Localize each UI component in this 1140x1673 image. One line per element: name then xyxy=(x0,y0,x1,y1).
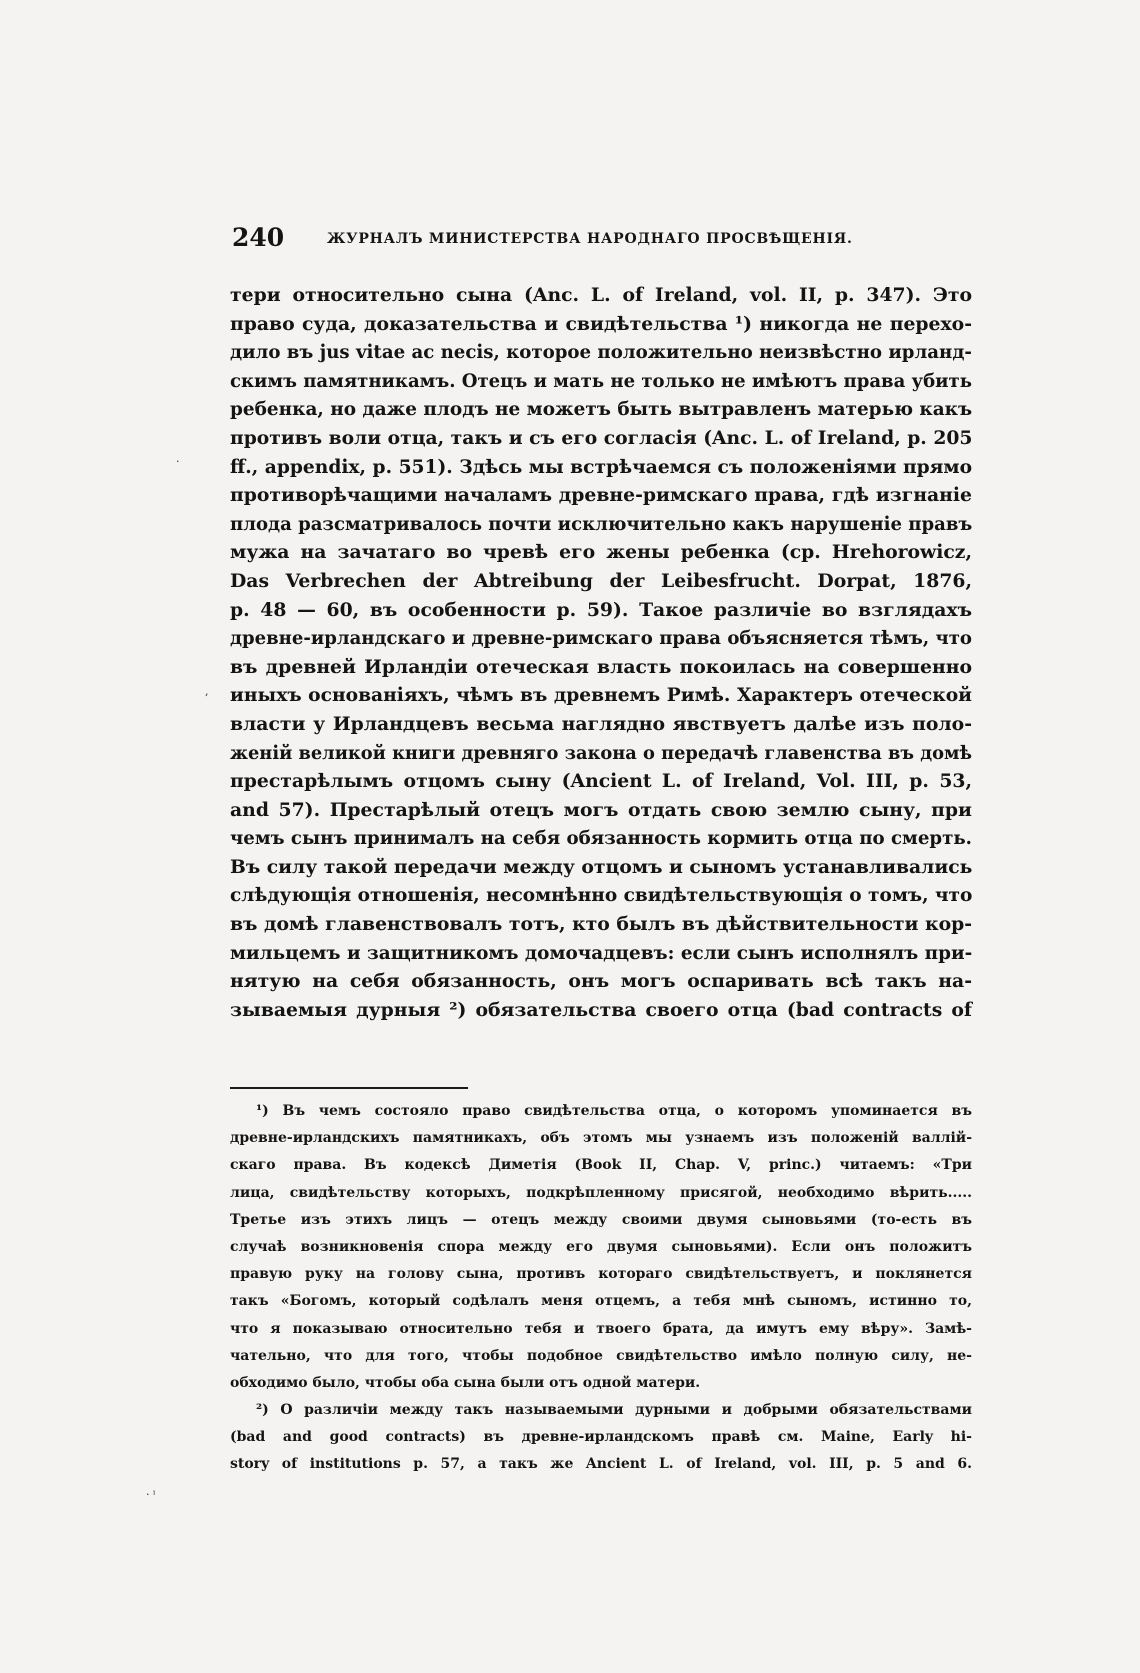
text-line: and 57). Престарѣлый отецъ могъ отдать свою землю сыну, при xyxy=(230,798,972,821)
text-line: p. 48 — 60, въ особенности p. 59). Такое различіе во взглядахъ xyxy=(230,598,972,621)
text-line: Въ силу такой передачи между отцомъ и сыномъ устанавливались xyxy=(230,855,973,878)
text-line: скимъ памятникамъ. Отецъ и мать не только не имѣютъ права убить xyxy=(230,369,972,392)
text-line: женій великой книги древняго закона о передачѣ главенства въ домѣ xyxy=(230,741,972,764)
footnote-line: story of institutions p. 57, а такъ же Ancient L. of Ireland, vol. III, p. 5 and 6. xyxy=(230,1456,972,1473)
text-line: ff., appendix, p. 551). Здѣсь мы встрѣчаемся съ положеніями прямо xyxy=(230,455,973,478)
text-line: въ древней Ирландіи отеческая власть покоилась на совершенно xyxy=(230,655,972,678)
footnote-line: древне-ирландскихъ памятникахъ, объ этомъ мы узнаемъ изъ положеній валлій- xyxy=(230,1130,972,1147)
text-line: противорѣчащими началамъ древне-римскаго права, гдѣ изгнаніе xyxy=(230,484,972,507)
footnote-line: ²) О различіи между такъ называемыми дурными и добрыми обязательствами xyxy=(256,1402,972,1419)
footnote-divider xyxy=(230,1087,468,1089)
text-line: право суда, доказательства и свидѣтельства ¹) никогда не перехо- xyxy=(230,312,972,335)
text-line: противъ воли отца, такъ и съ его согласія (Anc. L. of Ireland, p. 205 xyxy=(230,426,973,449)
text-line: мужа на зачатаго во чревѣ его жены ребенка (ср. Hrehorowicz, xyxy=(230,541,972,564)
footnote-line: скаго права. Въ кодексѣ Диметія (Book II, Chap. V, princ.) читаемъ: «Три xyxy=(230,1157,972,1174)
text-line: чемъ сынъ принималъ на себя обязанность кормить отца по смерть. xyxy=(230,827,973,850)
footnote-line: Третье изъ этихъ лицъ — отецъ между своими двумя сыновьями (то-есть въ xyxy=(230,1211,972,1228)
footnotes xyxy=(230,1098,972,1479)
footnote-line: случаѣ возникновенія спора между его двумя сыновьями). Если онъ положитъ xyxy=(230,1238,972,1255)
text-line: слѣдующія отношенія, несомнѣнно свидѣтельствующія о томъ, что xyxy=(230,884,973,907)
footnote-line: такъ «Богомъ, который содѣлалъ меня отцемъ, а тебя мнѣ сыномъ, истинно то, xyxy=(230,1293,972,1310)
text-line: престарѣлымъ отцомъ сыну (Ancient L. of Ireland, Vol. III, p. 53, xyxy=(230,770,972,793)
text-line: Das Verbrechen der Abtreibung der Leibesfrucht. Dorpat, 1876, xyxy=(230,569,972,592)
footnote-line: обходимо было, чтобы оба сына были отъ одной матери. xyxy=(230,1374,701,1391)
text-line: дило въ jus vitae ac necis, которое положительно неизвѣстно ирланд- xyxy=(230,341,972,364)
running-title: ЖУРНАЛЪ МИНИСТЕРСТВА НАРОДНАГО ПРОСВѢЩЕНІЯ. xyxy=(327,231,853,247)
text-line: иныхъ основаніяхъ, чѣмъ въ древнемъ Римѣ. Характеръ отеческой xyxy=(230,684,972,707)
text-line: мильцемъ и защитникомъ домочадцевъ: если сынъ исполнялъ при- xyxy=(230,941,973,964)
text-line: плода разсматривалось почти исключительно какъ нарушеніе правъ xyxy=(230,512,973,535)
text-line: зываемыя дурныя ²) обязательства своего отца (bad contracts of xyxy=(230,998,972,1021)
footnote-line: (bad and good contracts) въ древне-ирландскомъ правѣ см. Maine, Early hi- xyxy=(230,1429,972,1446)
footnote-line: ¹) Въ чемъ состояло право свидѣтельства отца, о которомъ упоминается въ xyxy=(256,1103,972,1119)
margin-mark: · xyxy=(176,455,180,468)
text-line: въ домѣ главенствовалъ тотъ, кто былъ въ дѣйствительности кор- xyxy=(230,913,973,936)
footnote-line: лица, свидѣтельству которыхъ, подкрѣпленному присягой, необходимо вѣрить..... xyxy=(230,1184,972,1201)
text-line: нятую на себя обязанность, онъ могъ оспаривать всѣ такъ на- xyxy=(230,970,972,993)
text-line: власти у Ирландцевъ весьма наглядно явствуетъ далѣе изъ поло- xyxy=(230,712,972,735)
main-text xyxy=(230,281,972,1024)
footnote-line: чательно, что для того, чтобы подобное свидѣтельство имѣло полную силу, не- xyxy=(230,1347,972,1364)
margin-mark: , xyxy=(205,685,209,698)
footnote-line: что я показываю относительно тебя и твоего брата, да имутъ ему вѣру». Замѣ- xyxy=(230,1320,972,1337)
page-header xyxy=(232,224,962,252)
margin-mark: · ⁱ xyxy=(146,1488,156,1501)
text-line: древне-ирландскаго и древне-римскаго права объясняется тѣмъ, что xyxy=(230,627,972,650)
text-line: ребенка, но даже плодъ не можетъ быть вытравленъ матерью какъ xyxy=(230,398,973,421)
page-number: 240 xyxy=(232,223,285,252)
footnote-line: правую руку на голову сына, противъ котораго свидѣтельствуетъ, и поклянется xyxy=(230,1266,972,1283)
text-line: тери относительно сына (Anc. L. of Ireland, vol. II, p. 347). Это xyxy=(230,284,972,306)
